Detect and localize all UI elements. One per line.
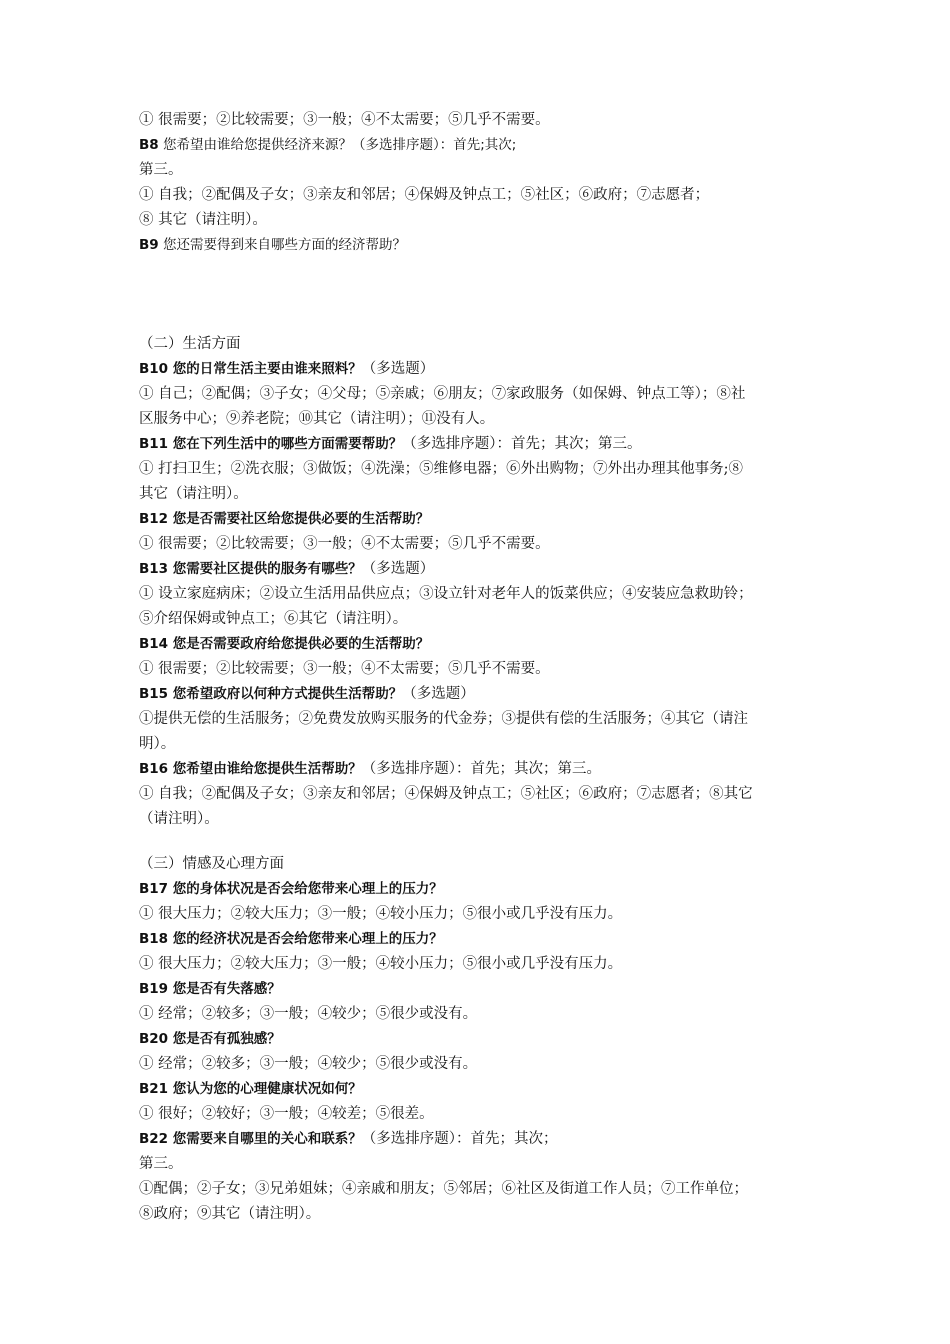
question-text: 您还需要得到来自哪些方面的经济帮助？ — [158, 237, 406, 253]
section-heading-life: （二）生活方面 — [139, 336, 241, 352]
b15-options-line2: 明）。 — [139, 736, 176, 752]
question-b16: B16 您希望由谁给您提供生活帮助？（多选排序题）：首先；其次；第三。 — [139, 761, 602, 777]
b16-options-line1: ① 自我；②配偶及子女；③亲友和邻居；④保姆及钟点工；⑤社区；⑥政府；⑦志愿者；⑧其它 — [139, 786, 753, 802]
question-b17: B17 您的身体状况是否会给您带来心理上的压力？ — [139, 881, 443, 897]
b19-options: ① 经常；②较多；③一般；④较少；⑤很少或没有。 — [139, 1006, 478, 1022]
section-heading-emotion: （三）情感及心理方面 — [139, 856, 284, 872]
b11-options-line2: 其它（请注明）。 — [139, 486, 248, 502]
b22-continuation: 第三。 — [139, 1156, 183, 1172]
b18-options: ① 很大压力；②较大压力；③一般；④较小压力；⑤很小或几乎没有压力。 — [139, 956, 623, 972]
question-b8 — [139, 133, 819, 158]
questionnaire-page — [139, 108, 819, 1227]
question-b14: B14 您是否需要政府给您提供必要的生活帮助？ — [139, 636, 430, 652]
b21-options: ① 很好；②较好；③一般；④较差；⑤很差。 — [139, 1106, 434, 1122]
b16-options-line2: （请注明）。 — [139, 811, 219, 827]
b20-options: ① 经常；②较多；③一般；④较少；⑤很少或没有。 — [139, 1056, 478, 1072]
b7-options: ① 很需要；②比较需要；③一般；④不太需要；⑤几乎不需要。 — [139, 112, 550, 128]
question-b21: B21 您认为您的心理健康状况如何？ — [139, 1081, 362, 1097]
question-b10: B10 您的日常生活主要由谁来照料？（多选题） — [139, 361, 435, 377]
question-b18: B18 您的经济状况是否会给您带来心理上的压力？ — [139, 931, 443, 947]
b8-continuation: 第三。 — [139, 162, 183, 178]
b10-options-line1: ① 自己；②配偶；③子女；④父母；⑤亲戚；⑥朋友；⑦家政服务（如保姆、钟点工等）；⑧社 — [139, 386, 746, 402]
question-b19: B19 您是否有失落感？ — [139, 981, 281, 997]
b13-options-line1: ① 设立家庭病床；②设立生活用品供应点；③设立针对老年人的饭菜供应；④安装应急救助铃； — [139, 586, 753, 602]
b11-options-line1: ① 打扫卫生；②洗衣服；③做饭；④洗澡；⑤维修电器；⑥外出购物；⑦外出办理其他事务;⑧ — [139, 461, 743, 477]
question-id: B8 — [139, 137, 159, 153]
question-b20: B20 您是否有孤独感？ — [139, 1031, 281, 1047]
b8-options-line2: ⑧ 其它（请注明）。 — [139, 212, 267, 228]
b17-options: ① 很大压力；②较大压力；③一般；④较小压力；⑤很小或几乎没有压力。 — [139, 906, 623, 922]
question-b12: B12 您是否需要社区给您提供必要的生活帮助？ — [139, 511, 430, 527]
b12-options: ① 很需要；②比较需要；③一般；④不太需要；⑤几乎不需要。 — [139, 536, 550, 552]
question-b11: B11 您在下列生活中的哪些方面需要帮助？（多选排序题）：首先；其次；第三。 — [139, 436, 642, 452]
question-b15: B15 您希望政府以何种方式提供生活帮助？（多选题） — [139, 686, 475, 702]
b22-options-line2: ⑧政府；⑨其它（请注明）。 — [139, 1206, 321, 1222]
b22-options-line1: ①配偶；②子女；③兄弟姐妹；④亲戚和朋友；⑤邻居；⑥社区及街道工作人员；⑦工作单位； — [139, 1181, 748, 1197]
b14-options: ① 很需要；②比较需要；③一般；④不太需要；⑤几乎不需要。 — [139, 661, 550, 677]
question-text: 您希望由谁给您提供经济来源？（多选排序题）：首先;其次; — [158, 137, 517, 153]
b8-options-line1: ① 自我；②配偶及子女；③亲友和邻居；④保姆及钟点工；⑤社区；⑥政府；⑦志愿者； — [139, 187, 710, 203]
b10-options-line2: 区服务中心；⑨养老院；⑩其它（请注明）；⑪没有人。 — [139, 411, 495, 427]
question-b22: B22 您需要来自哪里的关心和联系？（多选排序题）：首先；其次； — [139, 1131, 558, 1147]
b15-options-line1: ①提供无偿的生活服务；②免费发放购买服务的代金券；③提供有偿的生活服务；④其它（请注 — [139, 711, 748, 727]
b13-options-line2: ⑤介绍保姆或钟点工；⑥其它（请注明）。 — [139, 611, 408, 627]
question-id: B9 — [139, 237, 159, 253]
question-b9 — [139, 233, 819, 258]
question-b13: B13 您需要社区提供的服务有哪些？（多选题） — [139, 561, 435, 577]
